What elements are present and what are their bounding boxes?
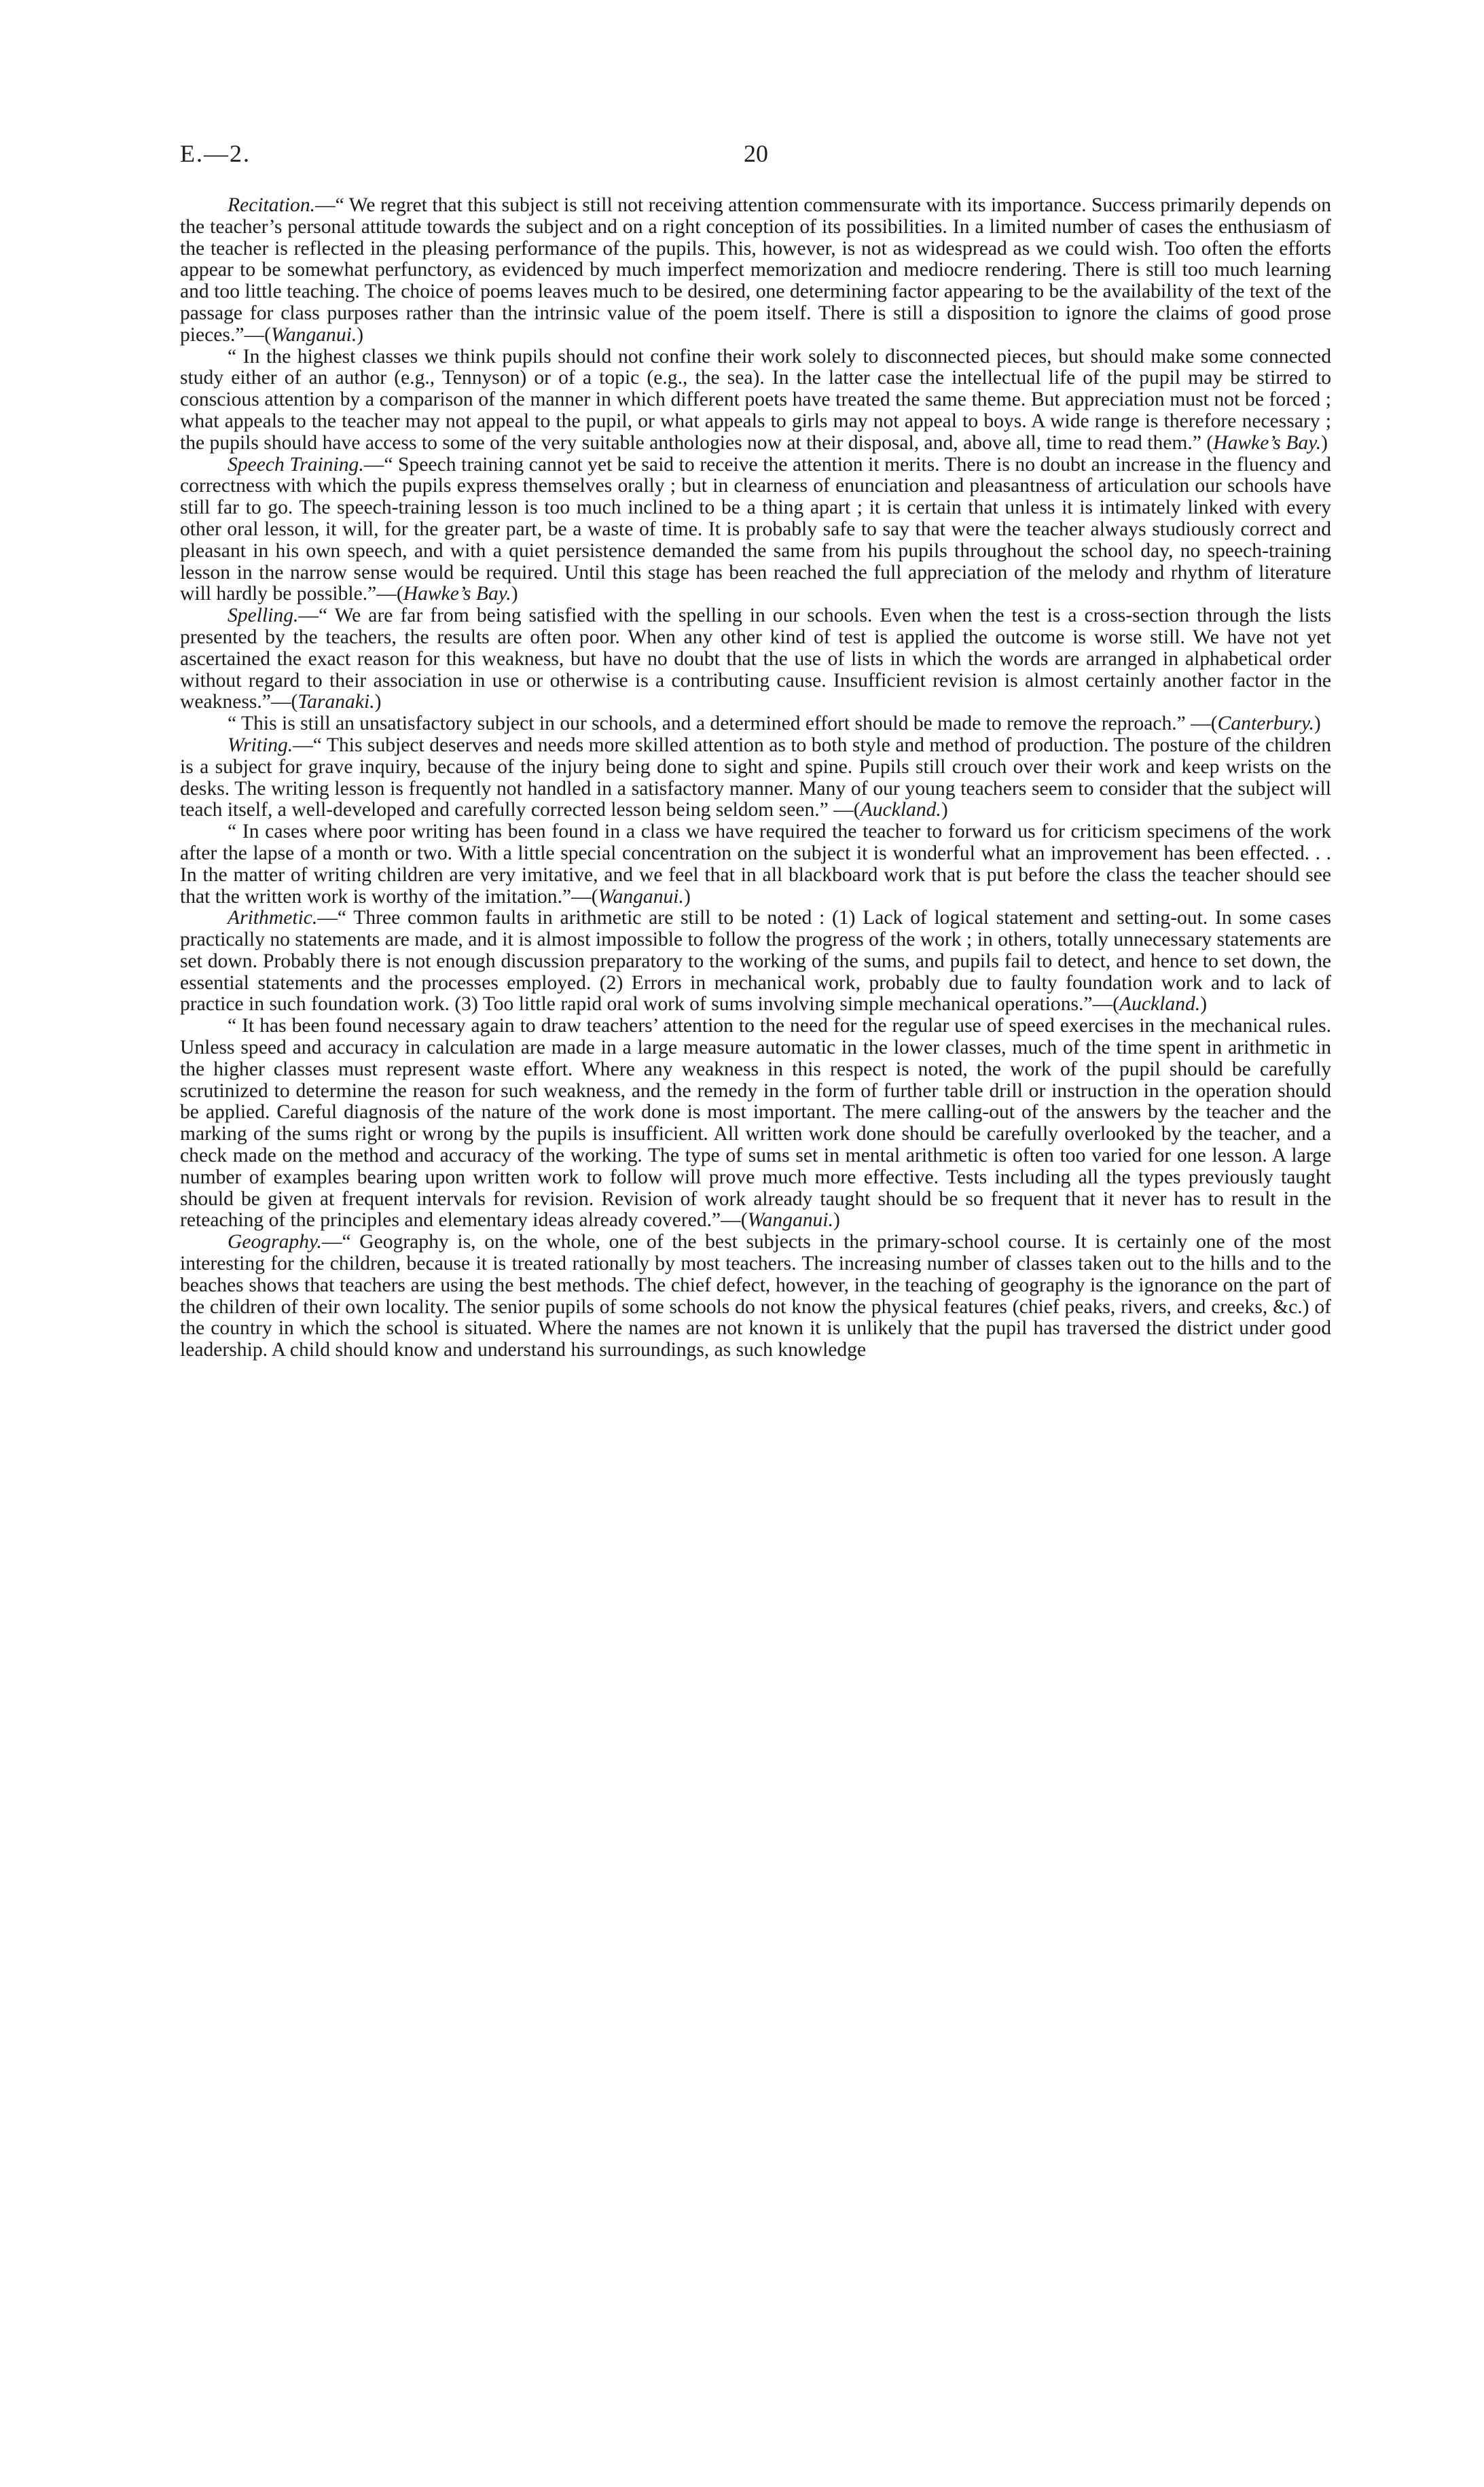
paragraph-heading: Recitation.	[228, 194, 316, 216]
paragraph-tail: )	[357, 323, 364, 346]
paragraph-heading: Spelling.	[228, 605, 299, 627]
page-number: 20	[744, 140, 768, 167]
paragraph-recitation-continued	[180, 346, 1331, 454]
paragraph-text: —“ Speech training cannot yet be said to receive the attention it merits. There is no doubt an increase in the fluency and correctness with which the pupils express themselves orally ; but in clearness of enunciation and pleasantness of articulation our schools have still far to go. The speech-training lesson is too much inclined to be a thing apart ; it is certain that unless it is intimately linked with every other oral lesson, it will, for the greater part, be a waste of time. It is probably safe to say that were the teacher always studiously correct and pleasant in his own speech, and with a quiet persistence demanded the same from his pupils throughout the school day, no speech-training lesson in the narrow sense would be required. Until this stage has been reached the full appreciation of the melody and rhythm of literature will hardly be possible.”—(	[180, 453, 1331, 605]
paragraph-text: —“ Three common faults in arithmetic are still to be noted : (1) Lack of logical statement and setting-out. In some cases practically no statements are made, and it is almost impossible to follow the progress of the work ; in others, totally unnecessary statements are set down. Probably there is not enough discussion preparatory to the working of the sums, and pupils fail to detect, and hence to set down, the essential statements and the processes employed. (2) Errors in mechanical work, probably due to faulty foundation work and to lack of practice in such foundation work. (3) Too little rapid oral work of sums involving simple mechanical operations.”—(	[180, 907, 1331, 1016]
paragraph-text: —“ Geography is, on the whole, one of the best subjects in the primary-school course. It is certainly one of the most interesting for the children, because it is treated rationally by most teachers. The increasing number of classes taken out to the hills and to the beaches shows that teachers are using the best methods. The chief defect, however, in the teaching of geography is the ignorance on the part of the children of their own locality. The senior pupils of some schools do not know the physical features (chief peaks, rivers, and creeks, &c.) of the country in which the school is situated. Where the names are not known it is unlikely that the pupil has traversed the district under good leadership. A child should know and understand his surroundings, as such knowledge	[180, 1231, 1331, 1361]
paragraph-source: Auckland.	[1119, 993, 1201, 1016]
paragraph-speech-training	[180, 454, 1331, 606]
paragraph-source: Taranaki.	[297, 691, 375, 713]
paragraph-text: “ This is still an unsatisfactory subject in our schools, and a determined effort should be made to remove the reproach.” —(	[228, 713, 1218, 735]
body-text	[180, 195, 1331, 1361]
paragraph-tail: )	[511, 583, 518, 605]
paragraph-text: —“ This subject deserves and needs more skilled attention as to both style and method of production. The posture of the children is a subject for grave inquiry, because of the injury being done to sight and spine. Pupils still crouch over their work and keep wrists on the desks. The writing lesson is frequently not handled in a satisfactory manner. Many of our young teachers seem to consider that the subject will teach itself, a well-developed and carefully corrected lesson being seldom seen.” —(	[180, 734, 1331, 821]
paragraph-source: Wanganui.	[270, 323, 357, 346]
paragraph-source: Hawke’s Bay.	[403, 583, 511, 605]
paragraph-arithmetic-continued	[180, 1016, 1331, 1232]
paragraph-tail: )	[1314, 713, 1321, 735]
paragraph-arithmetic	[180, 908, 1331, 1016]
paragraph-heading: Arithmetic.	[228, 907, 318, 929]
paragraph-heading: Speech Training.	[228, 453, 364, 476]
paragraph-text: —“ We regret that this subject is still not receiving attention commensurate with its importance. Success primarily depends on the teacher’s personal attitude towards the subject and on a right conception of its possibilities. In a limited number of cases the enthusiasm of the teacher is reflected in the pleasing performance of the pupils. This, however, is not as widespread as we could wish. Too often the efforts appear to be somewhat perfunctory, as evidenced by much imperfect memorization and mediocre rendering. There is still too much learning and too little teaching. The choice of poems leaves much to be desired, one determining factor appearing to be the availability of the text of the passage for class purposes rather than the intrinsic value of the poem itself. There is still a disposition to ignore the claims of good prose pieces.”—(	[180, 194, 1331, 346]
paragraph-tail: )	[1200, 993, 1208, 1016]
paragraph-text: “ It has been found necessary again to draw teachers’ attention to the need for the regular use of speed exercises in the mechanical rules. Unless speed and accuracy in calculation are made in a large measure automatic in the lower classes, much of the time spent in arithmetic in the higher classes must represent waste effort. Where any weakness in this respect is noted, the work of the pupil should be carefully scrutinized to determine the reason for such weakness, and the remedy in the form of further table drill or instruction in the operation should be applied. Careful diagnosis of the nature of the work done is most important. The mere calling-out of the answers by the teacher and the marking of the sums right or wrong by the pupils is insufficient. All written work done should be carefully overlooked by the teacher, and a check made on the method and accuracy of the working. The type of sums set in mental arithmetic is often too varied for one lesson. A large number of examples bearing upon written work to follow will prove much more effective. Tests including all the types previously taught should be given at frequent intervals for revision. Revision of work already taught should be so frequent that it never has to result in the reteaching of the principles and elementary ideas already covered.”—(	[180, 1015, 1331, 1232]
paragraph-text: “ In the highest classes we think pupils should not confine their work solely to disconnected pieces, but should make some connected study either of an author (e.g., Tennyson) or of a topic (e.g., the sea). In the latter case the intellectual life of the pupil may be stirred to conscious attention by a comparison of the manner in which different poets have treated the same theme. But appreciation must not be forced ; what appeals to the teacher may not appeal to the pupil, or what appeals to girls may not appeal to boys. A wide range is therefore necessary ; the pupils should have access to some of the very suitable anthologies now at their disposal, and, above all, time to read them.” (	[180, 345, 1331, 454]
document-reference: E.—2.	[180, 140, 251, 167]
paragraph-spelling-continued	[180, 713, 1331, 735]
paragraph-geography	[180, 1232, 1331, 1361]
paragraph-source: Wanganui.	[598, 885, 684, 908]
paragraph-text: —“ We are far from being satisfied with the spelling in our schools. Even when the test is a cross-section through the lists presented by the teachers, the results are often poor. When any other kind of test is applied the outcome is worse still. We have not yet ascertained the exact reason for this weakness, but have no doubt that the use of lists in which the words are arranged in alphabetical order without regard to their association in use or otherwise is a contributing cause. Insufficient revision is almost certainly another factor in the weakness.”—(	[180, 605, 1331, 713]
paragraph-tail: )	[683, 885, 691, 908]
paragraph-tail: )	[833, 1209, 840, 1232]
paragraph-heading: Writing.	[228, 734, 293, 756]
paragraph-source: Wanganui.	[747, 1209, 833, 1232]
paragraph-tail: )	[374, 691, 382, 713]
paragraph-heading: Geography.	[228, 1231, 322, 1253]
paragraph-recitation	[180, 195, 1331, 346]
paragraph-tail: )	[1321, 431, 1328, 454]
paragraph-tail: )	[941, 799, 948, 821]
paragraph-spelling	[180, 605, 1331, 713]
paragraph-writing-continued	[180, 821, 1331, 908]
page-header	[180, 139, 1331, 180]
paragraph-text: “ In cases where poor writing has been found in a class we have required the teacher to forward us for criticism specimens of the work after the lapse of a month or two. With a little special concentration on the subject it is wonderful what an improvement has been effected. . . In the matter of writing children are very imitative, and we feel that in all blackboard work that is put before the class the teacher should see that the written work is worthy of the imitation.”—(	[180, 821, 1331, 908]
paragraph-source: Auckland.	[860, 799, 941, 821]
paragraph-source: Canterbury.	[1217, 713, 1314, 735]
paragraph-source: Hawke’s Bay.	[1213, 431, 1322, 454]
paragraph-writing	[180, 735, 1331, 821]
